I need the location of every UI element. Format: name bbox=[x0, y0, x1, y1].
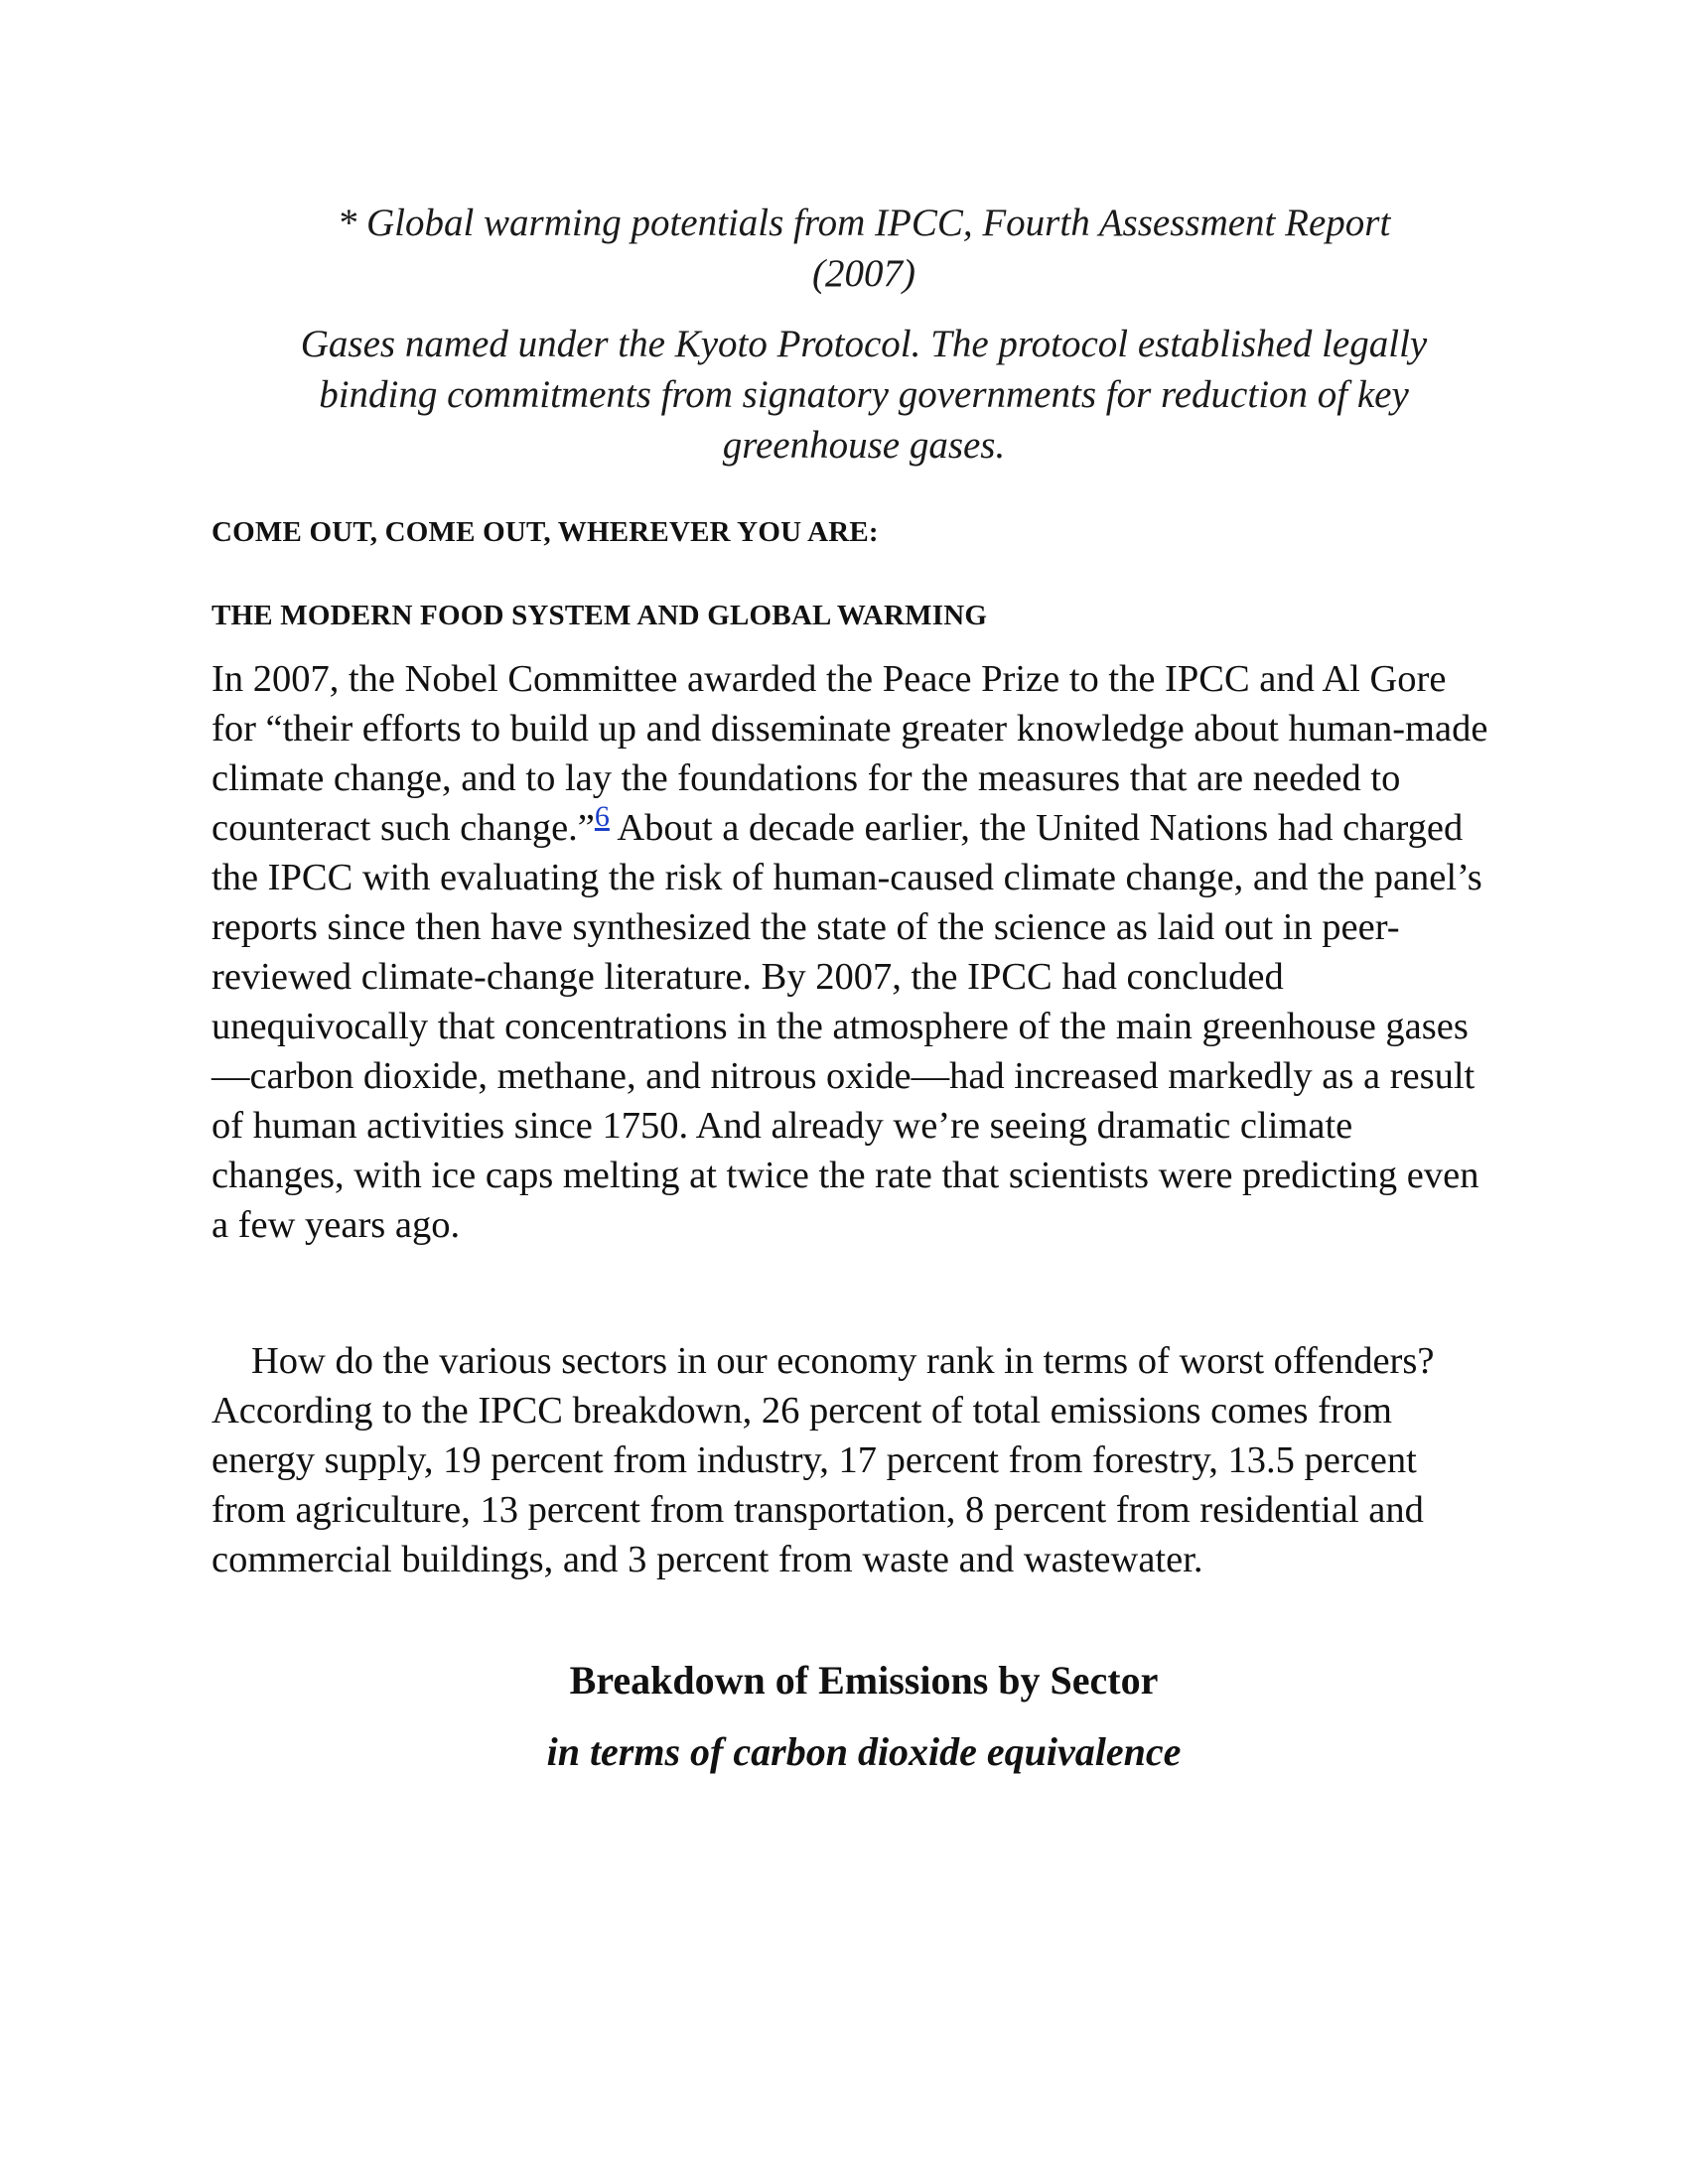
paragraph-1-text-end: About a decade earlier, the United Nations had charged the IPCC with evaluating the risk of human-caused climate change, and the panel’s reports since then have synthesized the state of the science as laid out in peer-reviewed climate-change literature. By 2007, the IPCC had concluded unequivocally that concentrations in the atmosphere of the main greenhouse gases—carbon dioxide, methane, and nitrous oxide—had increased markedly as a result of human activities since 1750. And already we’re seeing dramatic climate changes, with ice caps melting at twice the rate that scientists were predicting even a few years ago. bbox=[211, 807, 1482, 1246]
figure-subtitle: in terms of carbon dioxide equivalence bbox=[546, 1729, 1182, 1774]
footnote-link-6[interactable]: 6 bbox=[594, 800, 610, 833]
section-heading-come-out: COME OUT, COME OUT, WHEREVER YOU ARE: bbox=[211, 516, 879, 548]
body-paragraph-2: How do the various sectors in our economy rank in terms of worst offenders? According to the IPCC breakdown, 26 percent of total emissions comes from energy supply, 19 percent from industry, 17 percent from forestry, 13.5 percent from agriculture, 13 percent from transportation, 8 percent from residential and commercial buildings, and 3 percent from waste and wastewater. bbox=[211, 1340, 1435, 1580]
section-heading-food-system: THE MODERN FOOD SYSTEM AND GLOBAL WARMING bbox=[211, 600, 988, 631]
paragraph-1-text-start: In 2007, the Nobel Committee awarded the Peace Prize to the IPCC and Al Gore for “their efforts to build up and disseminate greater knowledge about human-made climate change, and to lay the foundations for the measures that are needed to counteract such change.” bbox=[211, 658, 1488, 849]
body-paragraph-1 bbox=[211, 654, 1492, 1250]
gwp-source-note: * Global warming potentials from IPCC, Fourth Assessment Report (2007) bbox=[337, 202, 1391, 295]
kyoto-protocol-note: Gases named under the Kyoto Protocol. The protocol established legally binding commitments from signatory governments for reduction of key greenhouse gases. bbox=[300, 323, 1428, 467]
figure-title: Breakdown of Emissions by Sector bbox=[569, 1658, 1159, 1703]
